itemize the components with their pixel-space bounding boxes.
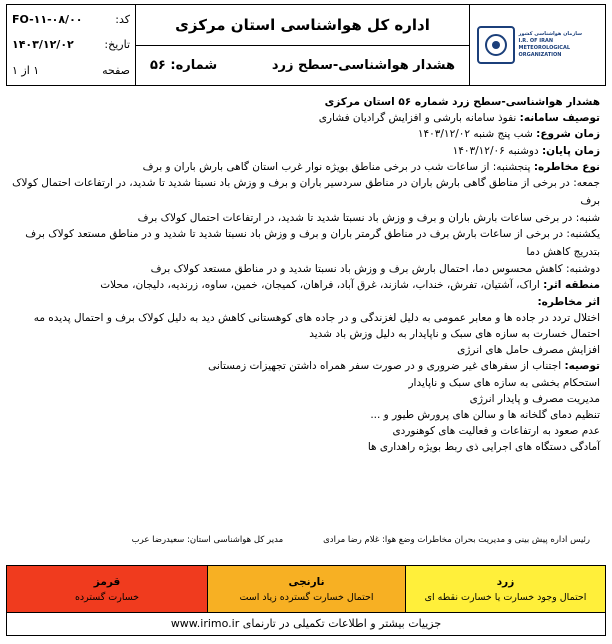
code-row <box>12 13 130 26</box>
start-time-text: شب پنج شنبه ۱۴۰۳/۱۲/۰۲ <box>417 128 537 141</box>
recommendation-item: عدم صعود به ارتفاعات و فعالیت های کوهنوردی <box>392 425 600 438</box>
monday-forecast: دوشنبه: کاهش محسوس دما، احتمال بارش برف و وزش باد نسبتا شدید و در مناطق مستعد کولاک برف <box>150 263 600 276</box>
document-header <box>6 4 606 86</box>
friday-forecast: جمعه: در برخی از مناطق گاهی بارش باران در مناطق سردسیر باران و برف و وزش باد نسبتا شدید تا شدید، در ارتفاعات احتمال کولاک برف <box>12 177 600 207</box>
document-meta <box>7 5 135 85</box>
legend-yellow-text: احتمال وجود خسارت یا خسارت نقطه ای <box>424 591 587 603</box>
legend-red-title: قرمز <box>93 575 121 588</box>
recommendation-item: استحکام بخشی به سازه های سبک و ناپایدار <box>408 376 600 389</box>
end-time-label: زمان پایان: <box>541 144 600 157</box>
start-time-line <box>6 126 604 142</box>
effect-item: اختلال تردد در جاده ها و معابر عمومی به دلیل لغزندگی و در جاده های کوهستانی کاهش دید به دلیل کولاک برف و احتمال پدیده مه <box>33 311 600 324</box>
legend-yellow-title: زرد <box>496 575 515 588</box>
affected-area-text: اراک، آشتیان، تفرش، خنداب، شازند، غرق آباد، فراهان، کمیجان، خمین، ساوه، زرندیه، دلیجان، محلات <box>100 279 544 292</box>
saturday-forecast: شنبه: در برخی ساعات بارش باران و برف و وزش باد نسبتا شدید تا شدید، در ارتفاعات احتمال کولاک برف <box>137 212 600 225</box>
recommendation-line <box>6 358 604 374</box>
logo-text-line2: METEOROLOGICAL <box>518 45 571 51</box>
recommendation-text: اجتناب از سفرهای غیر ضروری و در صورت سفر همراه داشتن تجهیزات زمستانی <box>208 360 565 373</box>
recommendation-label: توصیه: <box>564 360 600 373</box>
affected-area-label: منطقه اثر: <box>543 279 600 292</box>
date-label: تاریخ: <box>104 38 130 52</box>
code-label: کد: <box>115 13 130 27</box>
logo-text-line3: ORGANIZATION <box>518 52 562 58</box>
warning-title: هشدار هواشناسی-سطح زرد <box>271 57 455 73</box>
sunday-forecast: یکشنبه: در برخی از ساعات بارش برف در مناطق گرمتر باران و برف و وزش باد نسبتا شدید تا شدید و در مناطق مستعد کولاک برف بتدریج کاهش دما <box>25 228 600 258</box>
director-signature: مدیر کل هواشناسی استان: سعیدرضا عرب <box>131 535 284 545</box>
logo-text-fa: سازمان هواشناسی کشور <box>518 31 583 37</box>
logo <box>469 5 605 85</box>
legend-red <box>7 566 207 612</box>
page-row <box>12 64 130 77</box>
date-row <box>12 38 130 51</box>
effect-item: احتمال خسارت به سازه های سبک و ناپایدار به دلیل وزش باد شدید <box>309 328 600 341</box>
effects-label: اثر مخاطره: <box>537 295 600 308</box>
body-heading: هشدار هواشناسی-سطح زرد شماره ۵۶ استان مرکزی <box>324 96 600 108</box>
start-time-label: زمان شروع: <box>536 128 600 141</box>
title-block <box>135 5 469 85</box>
org-title: اداره کل هواشناسی استان مرکزی <box>136 5 469 46</box>
legend-yellow <box>405 566 605 612</box>
recommendation-item: تنظیم دمای گلخانه ها و سالن های پرورش طیور و ... <box>370 409 600 422</box>
code-value: FO-۱۱-۰۸/۰۰ <box>12 13 83 27</box>
warning-level-legend <box>6 565 606 613</box>
end-time-text: دوشنبه ۱۴۰۳/۱۲/۰۶ <box>452 144 542 157</box>
hazard-type-line <box>6 159 604 175</box>
legend-red-text: خسارت گسترده <box>74 591 140 603</box>
warning-number: شماره: ۵۶ <box>150 57 218 73</box>
hazard-type-label: نوع مخاطره: <box>533 160 600 173</box>
date-value: ۱۴۰۳/۱۲/۰۲ <box>12 38 74 52</box>
legend-orange-title: نارنجی <box>288 575 325 588</box>
description-line <box>6 110 604 126</box>
warning-subtitle <box>136 46 469 86</box>
page-label: صفحه <box>102 63 130 77</box>
warning-body <box>6 94 604 456</box>
website-footer: جزییات بیشتر و اطلاعات تکمیلی در تارنمای www.irimo.ir <box>6 611 606 636</box>
recommendation-item: مدیریت مصرف و پایدار انرژی <box>469 392 600 405</box>
legend-orange-text: احتمال خسارت گسترده زیاد است <box>239 591 374 603</box>
affected-area-line <box>6 277 604 293</box>
forecast-head-signature: رئیس اداره پیش بینی و مدیریت بحران مخاطرات وضع هوا: غلام رضا مرادی <box>323 535 590 545</box>
page-value: ۱ از ۱ <box>12 63 40 77</box>
end-time-line <box>6 143 604 159</box>
logo-text-line1: I.R. OF IRAN <box>518 38 554 44</box>
legend-orange <box>207 566 405 612</box>
signature-row <box>6 531 604 549</box>
description-text: نفوذ سامانه بارشی و افزایش گرادیان فشاری <box>318 112 520 125</box>
logo-mark-icon <box>477 26 515 64</box>
description-label: توصیف سامانه: <box>519 112 600 125</box>
hazard-type-text: پنجشنبه: از ساعات شب در برخی مناطق بویژه نوار غرب استان گاهی بارش باران و برف <box>142 160 534 173</box>
recommendation-item: آمادگی دستگاه های اجرایی ذی ربط بویژه راهداری ها <box>367 441 600 454</box>
logo-text <box>519 31 599 59</box>
effect-item: افزایش مصرف حامل های انرژی <box>457 344 600 357</box>
warning-document <box>6 4 606 636</box>
